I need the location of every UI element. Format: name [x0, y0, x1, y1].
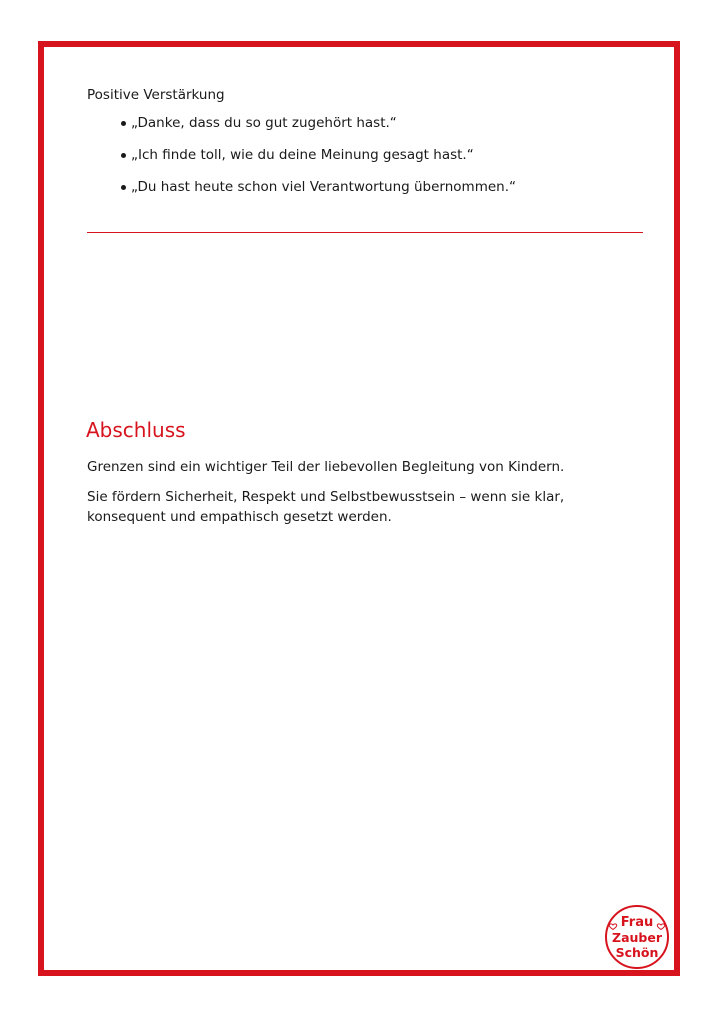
closing-paragraph-1: Grenzen sind ein wichtiger Teil der liebevollen Begleitung von Kindern.	[87, 459, 565, 475]
list-item-text: „Danke, dass du so gut zugehört hast.“	[131, 115, 397, 131]
bullet-icon	[121, 153, 126, 158]
closing-heading: Abschluss	[86, 418, 186, 442]
list-item	[87, 145, 516, 165]
bullet-icon	[121, 121, 126, 126]
list-item	[87, 113, 516, 133]
list-item	[87, 177, 516, 197]
closing-paragraph-2: Sie fördern Sicherheit, Respekt und Selbstbewusstsein – wenn sie klar, konsequent und empathisch gesetzt werden.	[87, 489, 565, 525]
list-item-text: „Du hast heute schon viel Verantwortung übernommen.“	[131, 179, 517, 195]
section-divider	[87, 232, 643, 233]
logo-line-1: Frau	[620, 915, 654, 930]
bullet-icon	[121, 185, 126, 190]
frau-zauber-schoen-logo	[604, 904, 670, 970]
logo-line-2: Zauber	[612, 930, 662, 945]
positive-reinforcement-title: Positive Verstärkung	[87, 87, 225, 103]
logo-line-3: Schön	[615, 945, 659, 960]
positive-reinforcement-list	[87, 113, 516, 209]
list-item-text: „Ich finde toll, wie du deine Meinung gesagt hast.“	[131, 147, 474, 163]
